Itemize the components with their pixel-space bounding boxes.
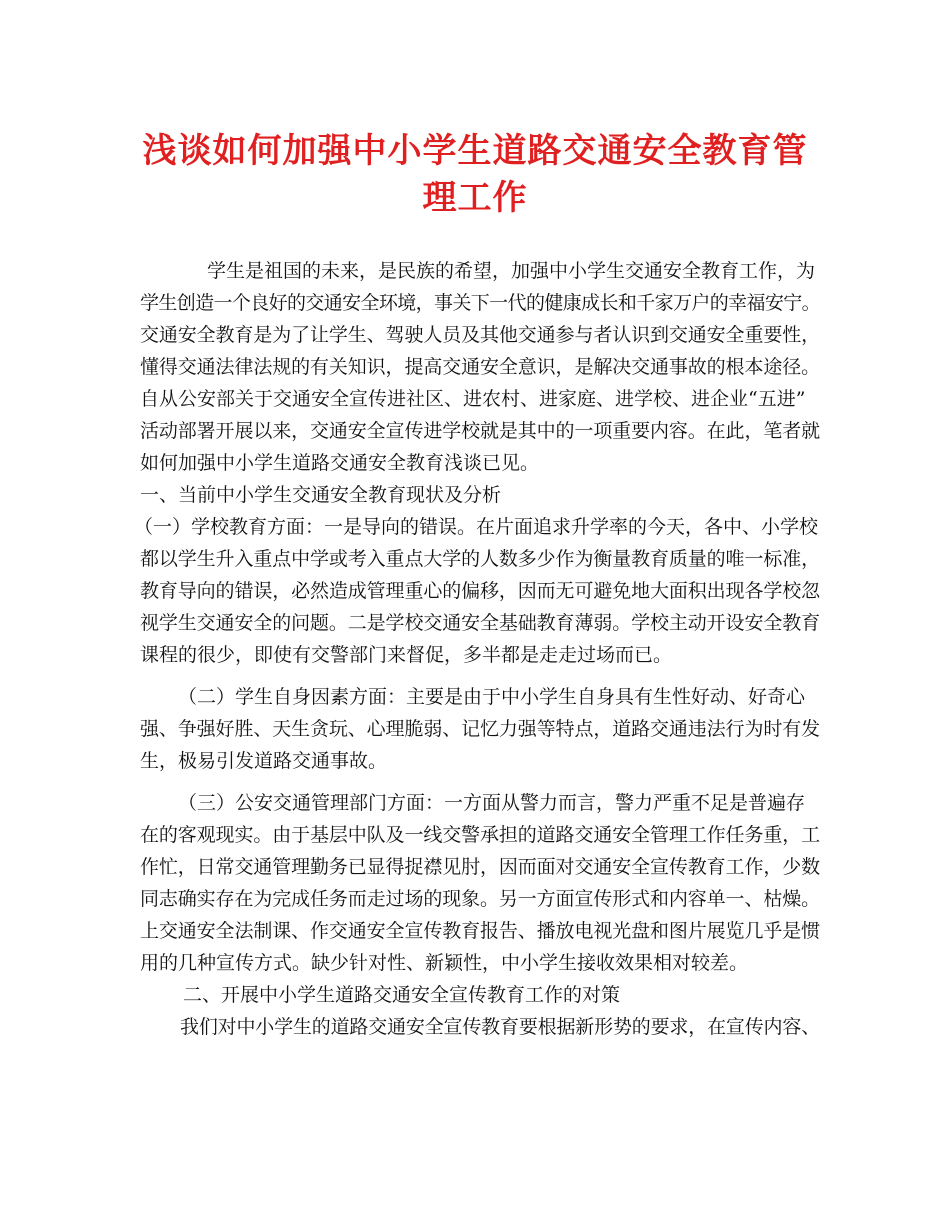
paragraph-line: 同志确实存在为完成任务而走过场的现象。另一方面宣传形式和内容单一、枯燥。 <box>140 888 821 910</box>
paragraph-line: 懂得交通法律法规的有关知识，提高交通安全意识，是解决交通事故的根本途径。 <box>140 356 821 378</box>
document-title-line-1: 浅谈如何加强中小学生道路交通安全教育管 <box>142 131 808 171</box>
paragraph-line: 视学生交通安全的问题。二是学校交通安全基础教育薄弱。学校主动开设安全教育 <box>140 612 821 634</box>
paragraph-line: 课程的很少，即使有交警部门来督促，多半都是走走过场而已。 <box>140 644 673 666</box>
paragraph-line: 交通安全教育是为了让学生、驾驶人员及其他交通参与者认识到交通安全重要性， <box>140 324 821 346</box>
paragraph-line: 作忙，日常交通管理勤务已显得捉襟见肘，因而面对交通安全宣传教育工作，少数 <box>140 856 821 878</box>
paragraph-line: 我们对中小学生的道路交通安全宣传教育要根据新形势的要求，在宣传内容、 <box>180 1016 821 1038</box>
paragraph-line: （二）学生自身因素方面：主要是由于中小学生自身具有生性好动、好奇心 <box>178 686 806 708</box>
document-title-line-2: 理工作 <box>422 178 528 218</box>
paragraph-line: 学生创造一个良好的交通安全环境，事关下一代的健康成长和千家万户的幸福安宁。 <box>140 292 820 314</box>
paragraph-line: 用的几种宣传方式。缺少针对性、新颖性，中小学生接收效果相对较差。 <box>140 952 749 974</box>
paragraph-line: 教育导向的错误，必然造成管理重心的偏移，因而无可避免地大面积出现各学校忽 <box>140 580 821 602</box>
paragraph-line: 在的客观现实。由于基层中队及一线交警承担的道路交通安全管理工作任务重，工 <box>140 824 821 846</box>
paragraph-line: 生，极易引发道路交通事故。 <box>140 750 388 772</box>
paragraph-line: 活动部署开展以来，交通安全宣传进学校就是其中的一项重要内容。在此，笔者就 <box>140 420 821 442</box>
section-heading: 一、当前中小学生交通安全教育现状及分析 <box>140 484 502 506</box>
paragraph-line: 学生是祖国的未来，是民族的希望，加强中小学生交通安全教育工作，为 <box>207 260 816 282</box>
paragraph-line: 上交通安全法制课、作交通安全宣传教育报告、播放电视光盘和图片展览几乎是惯 <box>140 920 821 942</box>
paragraph-line: 如何加强中小学生道路交通安全教育浅谈已见。 <box>140 452 540 474</box>
paragraph-line: （一）学校教育方面：一是导向的错误。在片面追求升学率的今天，各中、小学校 <box>134 516 819 538</box>
section-heading: 二、开展中小学生道路交通安全宣传教育工作的对策 <box>183 984 621 1006</box>
paragraph-line: 自从公安部关于交通安全宣传进社区、进农村、进家庭、进学校、进企业“五进” <box>140 388 806 410</box>
paragraph-line: 都以学生升入重点中学或考入重点大学的人数多少作为衡量教育质量的唯一标准， <box>140 548 821 570</box>
paragraph-line: （三）公安交通管理部门方面：一方面从警力而言，警力严重不足是普遍存 <box>178 792 806 814</box>
paragraph-line: 强、争强好胜、天生贪玩、心理脆弱、记忆力强等特点，道路交通违法行为时有发 <box>140 718 821 740</box>
